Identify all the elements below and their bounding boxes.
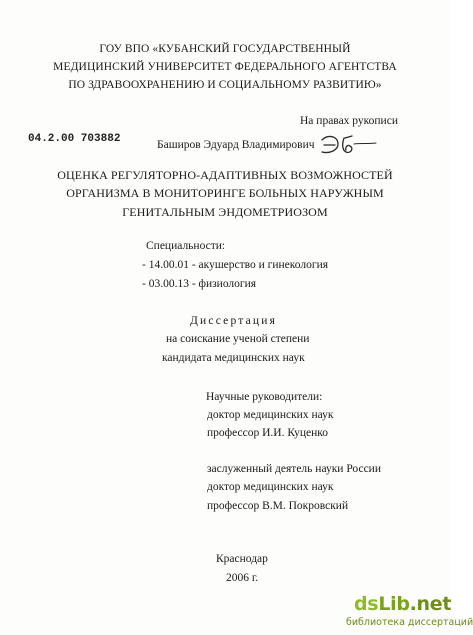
university-name-line-2: МЕДИЦИНСКИЙ УНИВЕРСИТЕТ ФЕДЕРАЛЬНОГО АГЕНТСТВА bbox=[53, 61, 397, 73]
thesis-title-line-2: ОРГАНИЗМА В МОНИТОРИНГЕ БОЛЬНЫХ НАРУЖНЫМ bbox=[66, 186, 384, 200]
library-stamp-number: 04.2.00 703882 bbox=[28, 133, 121, 145]
degree-line-2: кандидата медицинских наук bbox=[162, 352, 305, 364]
dissertation-heading: Диссертация bbox=[190, 315, 278, 327]
university-name-line-3: ПО ЗДРАВООХРАНЕНИЮ И СОЦИАЛЬНОМУ РАЗВИТИЮ» bbox=[68, 79, 382, 91]
dslib-watermark bbox=[346, 593, 473, 635]
rights-note: На правах рукописи bbox=[300, 115, 398, 127]
specialties-heading: Специальности: bbox=[146, 240, 226, 252]
university-name-line-1: ГОУ ВПО «КУБАНСКИЙ ГОСУДАРСТВЕННЫЙ bbox=[99, 43, 351, 55]
degree-line-1: на соискание ученой степени bbox=[166, 333, 310, 345]
supervisor-2-name: профессор В.М. Покровский bbox=[207, 500, 349, 512]
city: Краснодар bbox=[216, 553, 268, 565]
dslib-logo: dsLib.net bbox=[354, 593, 452, 615]
supervisor-2-degree: доктор медицинских наук bbox=[207, 481, 334, 493]
year: 2006 г. bbox=[226, 572, 259, 584]
specialty-item: - 03.00.13 - физиология bbox=[142, 278, 257, 290]
thesis-title-line-1: ОЦЕНКА РЕГУЛЯТОРНО-АДАПТИВНЫХ ВОЗМОЖНОСТЕЙ bbox=[57, 168, 393, 182]
author-name: Баширов Эдуард Владимирович bbox=[157, 139, 315, 151]
supervisor-2-title: заслуженный деятель науки России bbox=[207, 463, 381, 475]
thesis-title-line-3: ГЕНИТАЛЬНЫМ ЭНДОМЕТРИОЗОМ bbox=[122, 205, 328, 219]
supervisors-heading: Научные руководители: bbox=[206, 391, 323, 403]
dslib-subtitle: библиотека диссертаций bbox=[346, 617, 473, 628]
supervisor-1-degree: доктор медицинских наук bbox=[207, 409, 334, 421]
author-signature bbox=[318, 132, 378, 158]
specialty-item: - 14.00.01 - акушерство и гинекология bbox=[142, 259, 329, 271]
supervisor-1-name: профессор И.И. Куценко bbox=[207, 427, 329, 439]
